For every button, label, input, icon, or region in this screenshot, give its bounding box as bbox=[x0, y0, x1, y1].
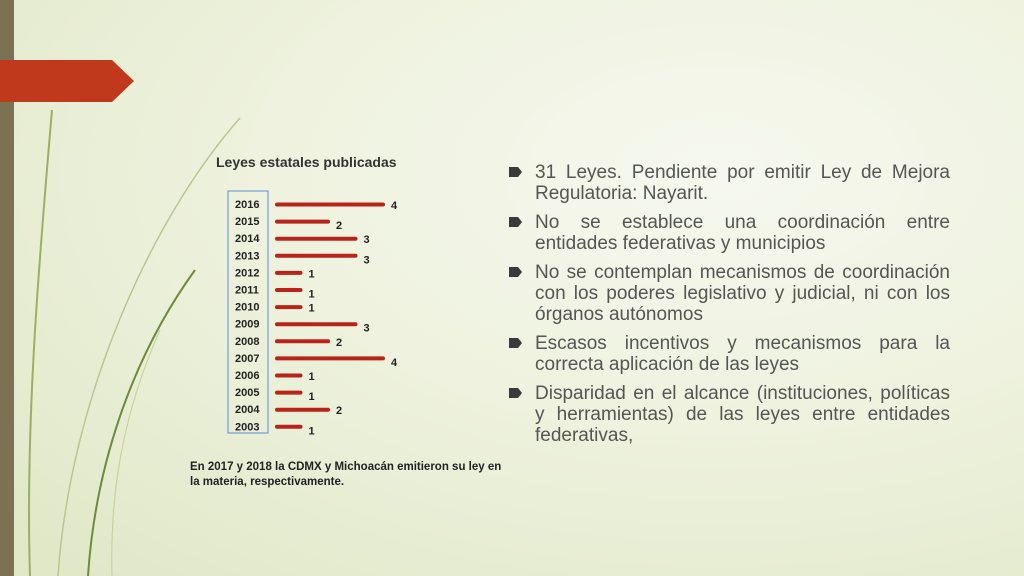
category-label: 2003 bbox=[235, 421, 260, 434]
category-label: 2014 bbox=[235, 233, 260, 246]
category-label: 2016 bbox=[235, 199, 260, 211]
tag-arrow-icon bbox=[508, 337, 523, 349]
bar bbox=[275, 356, 385, 360]
category-label: 2008 bbox=[235, 335, 260, 348]
bar bbox=[275, 254, 358, 258]
bar bbox=[275, 374, 303, 378]
data-label: 3 bbox=[363, 322, 370, 335]
chart-title: Leyes estatales publicadas bbox=[216, 154, 397, 170]
bar bbox=[275, 408, 330, 412]
category-label: 2013 bbox=[235, 250, 260, 263]
data-label: 2 bbox=[336, 336, 343, 349]
bar-chart bbox=[225, 188, 425, 438]
bar bbox=[275, 391, 303, 395]
category-label: 2010 bbox=[235, 301, 260, 314]
data-label: 1 bbox=[308, 268, 315, 281]
data-label: 3 bbox=[363, 234, 370, 247]
category-label: 2012 bbox=[235, 267, 260, 280]
tag-arrow-icon bbox=[508, 216, 523, 228]
chart-footnote: En 2017 y 2018 la CDMX y Michoacán emitieron su ley en la materia, respectivamente. bbox=[190, 461, 502, 488]
bullet-text: 31 Leyes. Pendiente por emitir Ley de Mejora Regulatoria: Nayarit. bbox=[535, 162, 950, 204]
data-label: 4 bbox=[391, 200, 398, 212]
category-label: 2005 bbox=[235, 387, 260, 400]
category-label: 2007 bbox=[235, 352, 260, 365]
bar bbox=[275, 339, 330, 343]
bar bbox=[275, 288, 303, 292]
tag-arrow-icon bbox=[508, 166, 523, 178]
bar bbox=[275, 220, 330, 224]
category-label: 2004 bbox=[235, 404, 260, 417]
bar bbox=[275, 237, 358, 241]
category-label: 2006 bbox=[235, 370, 260, 382]
data-label: 2 bbox=[336, 220, 343, 233]
data-label: 2 bbox=[336, 405, 343, 418]
bullet-text: No se contemplan mecanismos de coordinación con los poderes legislativo y judicial, ni con los órganos autónomos bbox=[535, 262, 950, 325]
bar bbox=[275, 203, 385, 207]
data-label: 1 bbox=[308, 302, 315, 315]
data-label: 4 bbox=[391, 356, 398, 369]
bullet-text: Escasos incentivos y mecanismos para la correcta aplicación de las leyes bbox=[535, 333, 950, 375]
bar bbox=[275, 305, 303, 309]
category-label: 2009 bbox=[235, 318, 260, 331]
bullet-item bbox=[508, 212, 950, 254]
data-label: 1 bbox=[308, 425, 315, 438]
bullet-item bbox=[508, 162, 950, 204]
bullet-item bbox=[508, 383, 950, 446]
data-label: 1 bbox=[308, 288, 315, 301]
category-label: 2015 bbox=[235, 216, 260, 229]
bullet-item bbox=[508, 333, 950, 375]
data-label: 3 bbox=[363, 254, 370, 267]
tag-arrow-icon bbox=[508, 387, 523, 399]
data-label: 1 bbox=[308, 371, 315, 383]
bar bbox=[275, 425, 303, 429]
bullet-text: Disparidad en el alcance (instituciones, políticas y herramientas) de las leyes entre entidades federativas, bbox=[535, 383, 950, 446]
data-label: 1 bbox=[308, 391, 315, 404]
bullet-text: No se establece una coordinación entre entidades federativas y municipios bbox=[535, 212, 950, 254]
bar bbox=[275, 271, 303, 275]
bullet-list bbox=[508, 162, 950, 454]
tag-arrow-icon bbox=[508, 266, 523, 278]
bar bbox=[275, 322, 358, 326]
category-label: 2011 bbox=[235, 284, 259, 297]
bullet-item bbox=[508, 262, 950, 325]
